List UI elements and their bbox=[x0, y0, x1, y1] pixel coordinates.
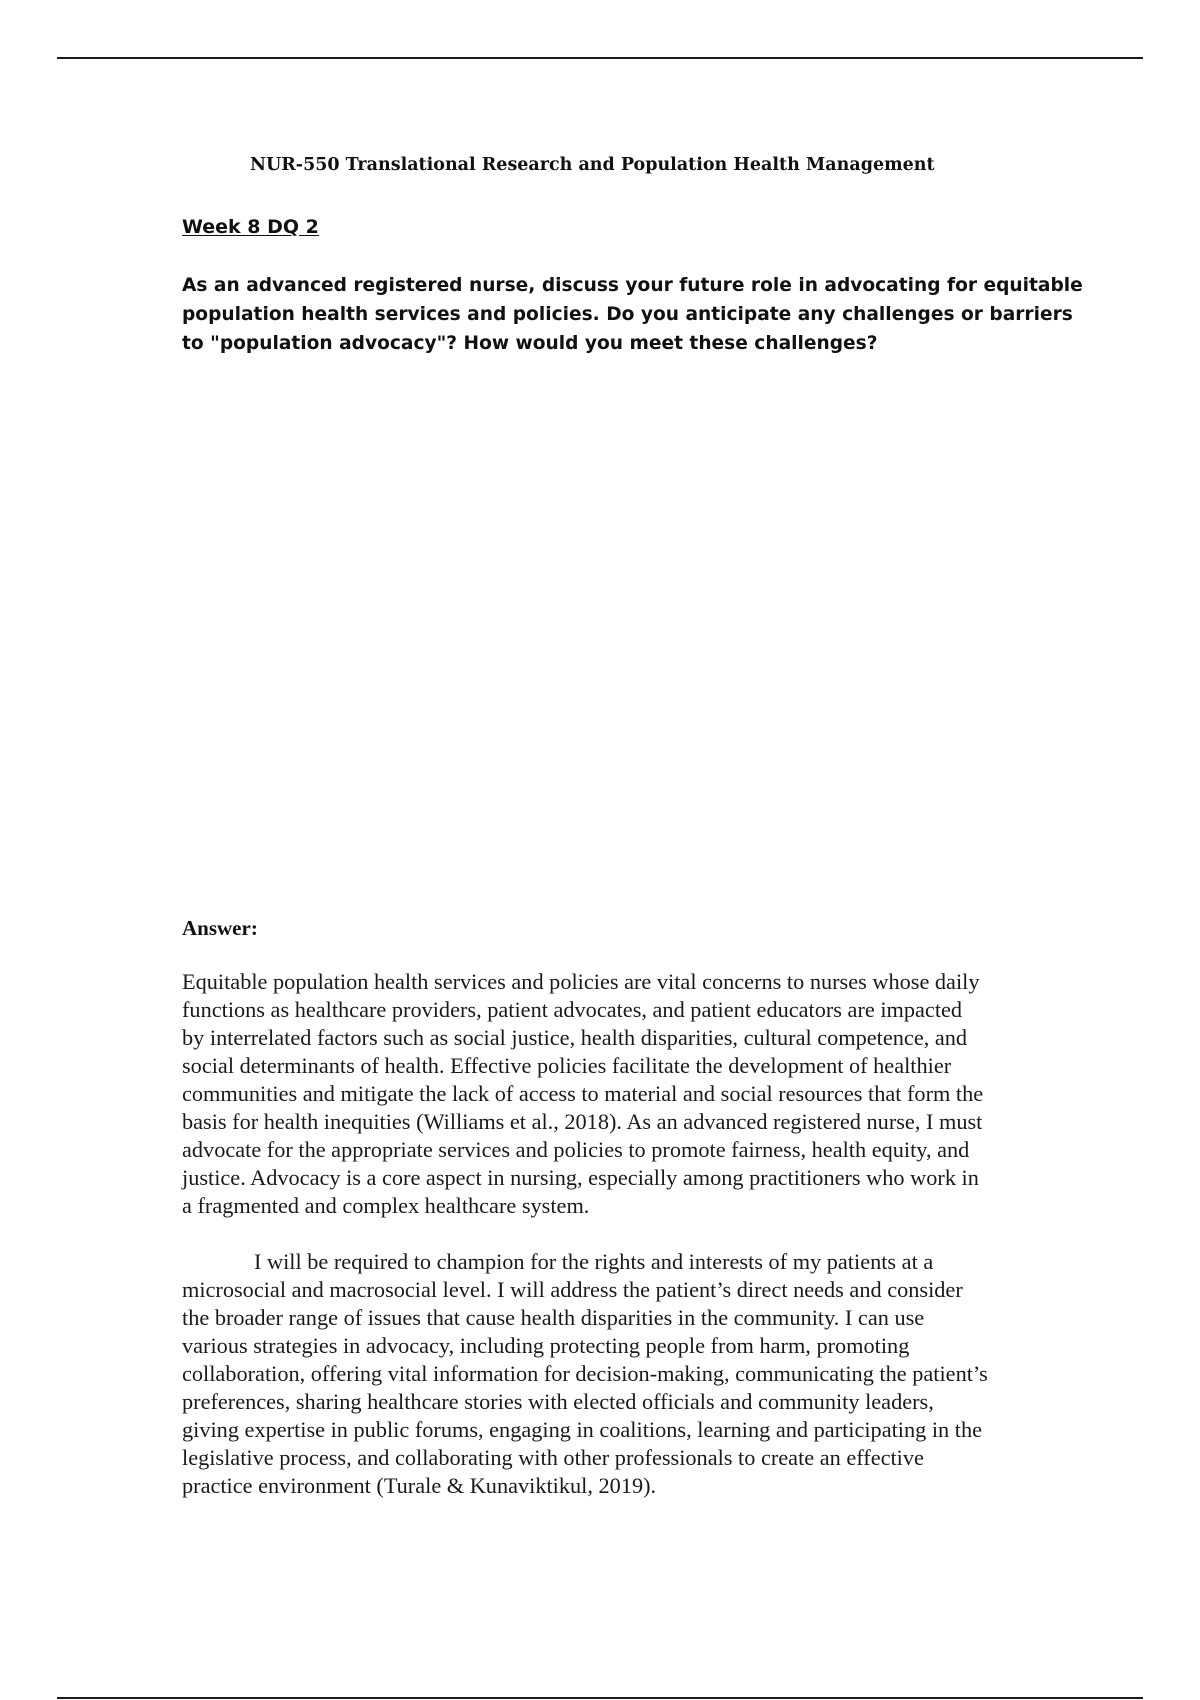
paragraph-line: communities and mitigate the lack of access to material and social resources that form the bbox=[182, 1081, 984, 1106]
paragraph-line: giving expertise in public forums, engaging in coalitions, learning and participating in the bbox=[182, 1417, 983, 1442]
prompt-line: population health services and policies. Do you anticipate any challenges or barriers bbox=[182, 304, 1073, 325]
prompt-line: to "population advocacy"? How would you meet these challenges? bbox=[182, 333, 878, 354]
footer-rule bbox=[57, 1697, 1143, 1699]
paragraph-line: collaboration, offering vital information for decision-making, communicating the patient’s bbox=[182, 1361, 988, 1386]
paragraph-line: various strategies in advocacy, including protecting people from harm, promoting bbox=[182, 1333, 910, 1358]
paragraph-line: I will be required to champion for the rights and interests of my patients at a bbox=[254, 1249, 934, 1274]
paragraph-line: advocate for the appropriate services and policies to promote fairness, health equity, and bbox=[182, 1137, 970, 1162]
paragraph-line: practice environment (Turale & Kunaviktikul, 2019). bbox=[182, 1473, 657, 1498]
paragraph-line: justice. Advocacy is a core aspect in nursing, especially among practitioners who work in bbox=[182, 1165, 979, 1190]
paragraph-line: social determinants of health. Effective policies facilitate the development of healthier bbox=[182, 1053, 952, 1078]
header-rule bbox=[57, 57, 1143, 59]
paragraph-line: a fragmented and complex healthcare system. bbox=[182, 1193, 590, 1218]
answer-paragraph-2 bbox=[182, 1248, 988, 1500]
paragraph-line: functions as healthcare providers, patient advocates, and patient educators are impacted bbox=[182, 997, 963, 1022]
paragraph-line: by interrelated factors such as social justice, health disparities, cultural competence, and bbox=[182, 1025, 968, 1050]
discussion-prompt bbox=[182, 271, 1083, 358]
paragraph-line: microsocial and macrosocial level. I will address the patient’s direct needs and consider bbox=[182, 1277, 963, 1302]
answer-heading: Answer: bbox=[182, 916, 258, 940]
paragraph-line: preferences, sharing healthcare stories with elected officials and community leaders, bbox=[182, 1389, 934, 1414]
prompt-line: As an advanced registered nurse, discuss your future role in advocating for equitable bbox=[182, 275, 1083, 296]
course-title: NUR-550 Translational Research and Population Health Management bbox=[250, 155, 935, 175]
answer-paragraph-1 bbox=[182, 968, 983, 1220]
paragraph-line: the broader range of issues that cause health disparities in the community. I can use bbox=[182, 1305, 925, 1330]
paragraph-line: basis for health inequities (Williams et al., 2018). As an advanced registered nurse, I must bbox=[182, 1109, 983, 1134]
paragraph-line: legislative process, and collaborating with other professionals to create an effective bbox=[182, 1445, 924, 1470]
paragraph-line: Equitable population health services and policies are vital concerns to nurses whose daily bbox=[182, 969, 980, 994]
week-title: Week 8 DQ 2 bbox=[182, 216, 319, 238]
